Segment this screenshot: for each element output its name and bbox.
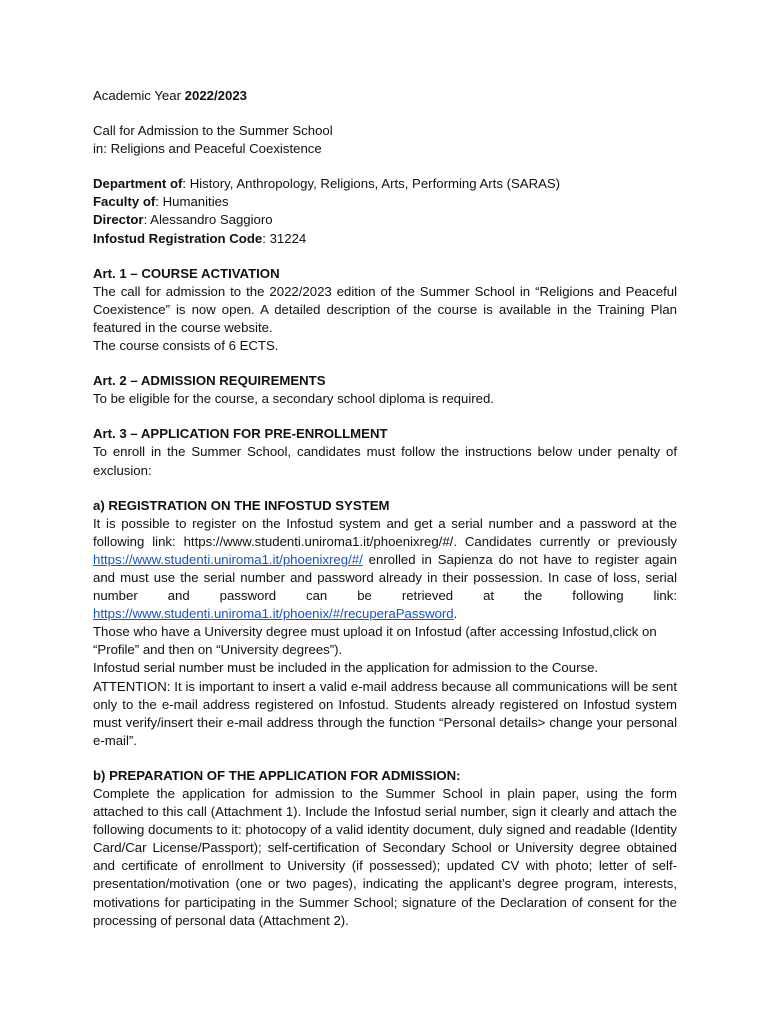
- academic-year-line: [93, 87, 677, 105]
- section-b-heading: [93, 767, 677, 785]
- department-label: Department of: [93, 176, 183, 192]
- department-value: : History, Anthropology, Religions, Arts, Performing Arts (SARAS): [182, 176, 561, 192]
- art3-heading-text: Art. 3 – APPLICATION FOR PRE-ENROLLMENT: [93, 426, 388, 442]
- section-a-paragraph4: ATTENTION: It is important to insert a valid e-mail address because all communications will be sent only to the e-mail address registered on Infostud. Students already registered on Infostud system must verify/insert their e-mail address through the function “Personal details> change your personal e-mail”.: [93, 678, 677, 748]
- academic-year-label: Academic Year: [93, 88, 181, 103]
- art3-text: To enroll in the Summer School, candidates must follow the instructions below under penalty of exclusion:: [93, 444, 677, 478]
- art1-text: The call for admission to the 2022/2023 edition of the Summer School in “Religions and Peaceful Coexistence” is now open. A detailed description of the course is available in the Training Plan featured in the course website.: [93, 283, 677, 335]
- section-b-heading-text: b) PREPARATION OF THE APPLICATION FOR ADMISSION:: [93, 767, 461, 783]
- faculty-label: Faculty of: [93, 194, 156, 210]
- art1-ects: The course consists of 6 ECTS.: [93, 338, 279, 354]
- section-b-paragraph1: Complete the application for admission to the Summer School in plain paper, using the form attached to this call (Attachment 1). Include the Infostud serial number, sign it clearly and attach the following documents to it: photocopy of a valid identity document, duly signed and readable (Identity Card/Car License/Passport); self-certification of Secondary School or University degree obtained and certificate of enrollment to University (if possessed); updated CV with photo; letter of self-presentation/motivation (one or two pages), indicating the applicant’s degree program, interests, motivations for participating in the Summer School; signature of the Declaration of consent for the processing of personal data (Attachment 2).: [93, 786, 677, 928]
- section-a-paragraph1: [93, 515, 677, 624]
- faculty-line: [93, 193, 677, 211]
- art1-heading-text: Art. 1 – COURSE ACTIVATION: [93, 265, 280, 281]
- faculty-value: : Humanities: [155, 194, 229, 210]
- director-value: : Alessandro Saggioro: [143, 212, 273, 228]
- section-a-paragraph2: Those who have a University degree must upload it on Infostud (after accessing Infostud,click on “Profile” and then on “University degrees”).: [93, 624, 657, 658]
- section-a-p1-end: .: [453, 606, 458, 622]
- academic-year-value: 2022/2023: [184, 88, 247, 103]
- infostud-code-line: [93, 230, 677, 248]
- director-line: [93, 211, 677, 229]
- infostud-code-value: : 31224: [262, 230, 307, 246]
- section-a-heading: [93, 497, 677, 515]
- recupera-password-link[interactable]: https://www.studenti.uniroma1.it/phoenix/#/recuperaPassword: [93, 606, 454, 622]
- art1-heading: [93, 265, 677, 283]
- section-a-p1-text: It is possible to register on the Infostud system and get a serial number and a password at the following link: https://www.studenti.uniroma1.it/phoenixreg/#/. Candidates currently or previously: [93, 515, 677, 549]
- art2-heading: [93, 372, 677, 390]
- art2-heading-text: Art. 2 – ADMISSION REQUIREMENTS: [93, 373, 326, 389]
- art3-heading: [93, 425, 677, 443]
- section-a-heading-text: a) REGISTRATION ON THE INFOSTUD SYSTEM: [93, 497, 390, 513]
- infostud-code-label: Infostud Registration Code: [93, 230, 263, 246]
- call-title-line2: in: Religions and Peaceful Coexistence: [93, 141, 322, 157]
- document-body: [93, 87, 677, 930]
- call-title-line1: Call for Admission to the Summer School: [93, 123, 333, 139]
- department-line: [93, 175, 677, 193]
- phoenixreg-link[interactable]: https://www.studenti.uniroma1.it/phoenixreg/#/: [93, 551, 363, 567]
- director-label: Director: [93, 212, 144, 228]
- art2-text: To be eligible for the course, a secondary school diploma is required.: [93, 391, 494, 407]
- section-a-paragraph3: Infostud serial number must be included in the application for admission to the Course.: [93, 660, 599, 676]
- section-a-p1-text-after: enrolled in Sapienza do not have to register again and must use the serial number and password already in their possession. In case of loss, serial number and password can be retrieved at the following link:: [93, 551, 677, 604]
